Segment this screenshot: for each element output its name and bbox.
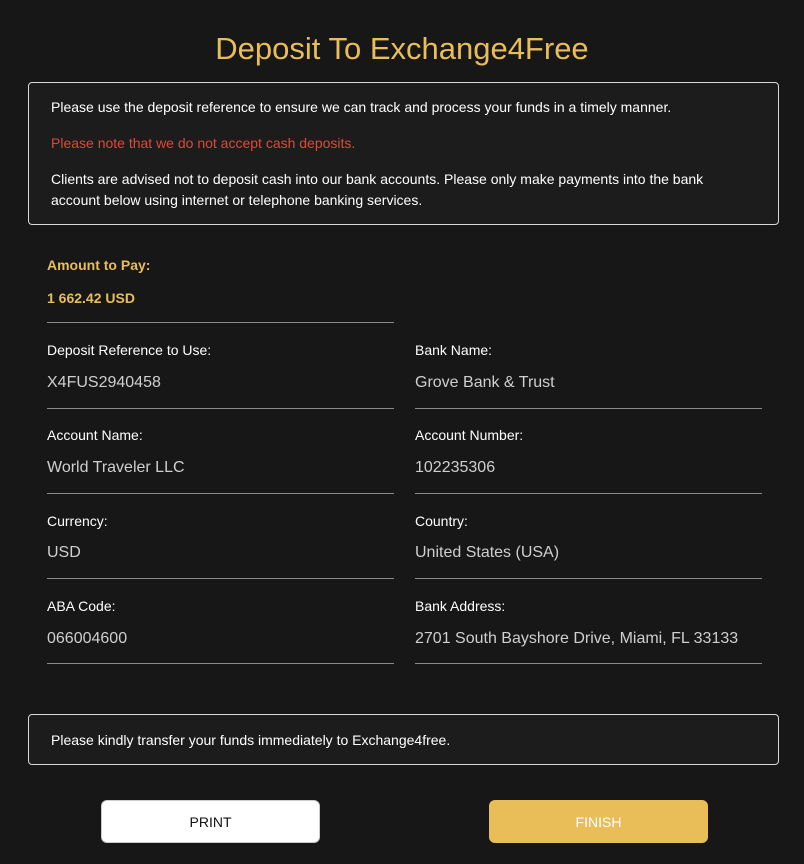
transfer-notice-text: Please kindly transfer your funds immediately to Exchange4free.	[51, 732, 451, 748]
field-divider	[415, 493, 762, 494]
field-divider	[47, 493, 394, 494]
field-divider	[47, 408, 394, 409]
field-divider	[47, 578, 394, 579]
deposit-reference-value: X4FUS2940458	[47, 374, 161, 391]
notice-cash-warning: Please note that we do not accept cash deposits.	[51, 135, 356, 151]
currency-value: USD	[47, 544, 81, 561]
account-name-label: Account Name:	[47, 427, 143, 443]
bank-address-label: Bank Address:	[415, 598, 506, 614]
field-divider	[415, 663, 762, 664]
notice-payment-instructions: Clients are advised not to deposit cash into our bank accounts. Please only make payments into the bank account below using internet or telephone banking services.	[51, 171, 704, 208]
finish-button[interactable]: FINISH	[489, 800, 708, 843]
account-name-value: World Traveler LLC	[47, 459, 185, 476]
amount-to-pay-label: Amount to Pay:	[47, 257, 151, 273]
field-divider	[415, 408, 762, 409]
notice-reference-text: Please use the deposit reference to ensure we can track and process your funds in a timely manner.	[51, 99, 672, 115]
country-value: United States (USA)	[415, 544, 560, 561]
currency-label: Currency:	[47, 513, 108, 529]
deposit-reference-label: Deposit Reference to Use:	[47, 342, 212, 358]
bank-name-label: Bank Name:	[415, 342, 493, 358]
bank-name-value: Grove Bank & Trust	[415, 374, 555, 391]
aba-code-value: 066004600	[47, 630, 128, 647]
print-button[interactable]: PRINT	[101, 800, 320, 843]
field-divider	[47, 663, 394, 664]
amount-divider	[47, 322, 394, 323]
account-number-label: Account Number:	[415, 427, 524, 443]
bank-address-value: 2701 South Bayshore Drive, Miami, FL 33133	[415, 630, 739, 647]
aba-code-label: ABA Code:	[47, 598, 116, 614]
page-title: Deposit To Exchange4Free	[215, 30, 589, 66]
amount-to-pay-value: 1 662.42 USD	[47, 290, 135, 306]
account-number-value: 102235306	[415, 459, 496, 476]
country-label: Country:	[415, 513, 468, 529]
deposit-notice-box	[28, 82, 779, 225]
transfer-notice-box	[28, 714, 779, 765]
field-divider	[415, 578, 762, 579]
